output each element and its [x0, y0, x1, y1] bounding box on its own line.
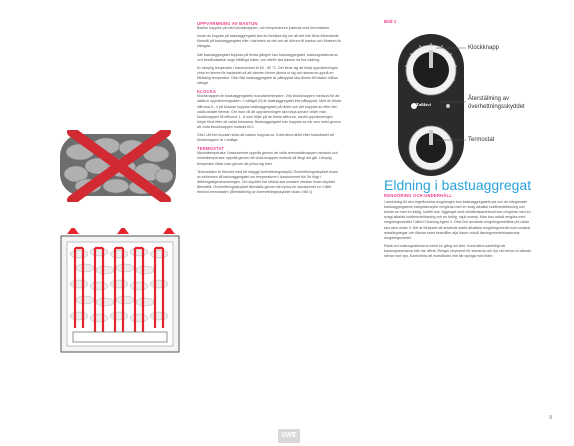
callout-lines	[430, 40, 470, 150]
section-subtitle: RENGÖRING OCH UNDERHÅLL	[384, 193, 453, 198]
thermostat-label: Termostat	[468, 137, 495, 143]
paragraph: Termostaten är försedd med ett inbyggt överhettningsskydd. Överhettningsskyddet bryter av strömmen till bastuaggregatet om temperaturen i bastuummet blir för högt i driftningsläge/anslutningen. Om skyddet har utlösts ska orsaken utredas innan skyddet återställs. Överhettningsskyddet återställs genom att trycka en stavaprirnet nu i hålet bredvid termostaten (Återställning av överhettningsskyddet visas i bild 1).	[197, 169, 339, 195]
language-tab: SWE	[278, 429, 300, 443]
paragraph: Innan du kopplar på bastuaggregatet ska du försäkra dig om att det inte finns främmande föremål på bastuaggregatet eller i närheten av det och att dörren till bastun och fönstren är stängda.	[197, 34, 341, 49]
heading-heating: UPPVÄRMNING AV BASTUN	[197, 21, 258, 26]
paragraph: När bastuaggregatet kopplas på första gången kan bastuaggregatet, bastuugnsstenarna och beståndsdelar avge tillfälliga lukter, och därför ska bastun ha bra vädring.	[197, 52, 338, 62]
clock-knob-label: Klockknapp	[468, 45, 500, 51]
page-number: 9	[549, 415, 552, 421]
paragraph: Obs! Låt inte klockan stöta att bastun kopplas av. Kontrollera alltid efter bastubadet att klockknappen är i nolläge.	[197, 133, 334, 143]
reset-label-line2: överhettningsskyddet	[468, 104, 525, 110]
brand-logo: Tulikivi	[416, 102, 431, 107]
paragraph: Bastun kopplas på med klockknappen, och temperaturen justeras med termostaten.	[197, 26, 331, 31]
paragraph: En lämplig temperatur i bastuummet är 60 - 80 °C. Det lönar sig att börja uppvärmningen cirka en timme för badandet så att värmen hinner jämna ut sig och stenarna uppnå en tillräcklig temperatur. Obs! När bastuaggregatet är påkopplat ska dörren till bastun hållas stängd.	[197, 65, 339, 86]
paragraph: Maximitemperatur i bastuummet uppnås genom att vrida termostatknappen medsols och minimitemperatur uppnås genom att vrida knappen motsols så långt det går. Lämplig temperatur hittar man genom att pröva sig fram.	[197, 151, 338, 166]
paragraph: Klockknappen är bastuaggregatets huvudströmbrytare. Vrid klockknappen medsols för att ställa in uppvärmningstiden. I nolläget (0) är bastuaggregatet inte påkopplat. Med de första siffrorna 0...4 på klockan kopplas bastuaggregatet på direkt och det kopplas av efter den valda antalet timmar. Om man vill att uppvärmningen ska börja senare vrider man klockknappen till siffrorna 1...8 som följer på de första siffrorna, varvid uppvärmningen börjar först efter de valda timmarna. Bastuaggregatet kan kopplas av när som helst genom att vrida klockknappen motsols till 0.	[197, 94, 342, 129]
heading-clock: KLOCKA	[197, 89, 217, 95]
right-column	[384, 178, 532, 262]
reset-label-line1: Återställning av	[468, 96, 510, 102]
stones-crossed-illustration	[58, 130, 178, 202]
figure-label: Bild 1	[384, 19, 397, 24]
heading-thermostat: TERMOSTAT	[197, 146, 225, 152]
middle-column	[197, 19, 342, 198]
heater-cross-section-illustration	[55, 228, 185, 358]
section-title: Eldning i bastuaggregat	[384, 177, 532, 193]
paragraph: I anslutning till den regelbundna rengöringen kan bastuaggregatets yta och de integrerade bastuaggregatens integrationsytor rengöras med en svag alkalisk luddtmedellösning och torkas av med en fuktig, luddfri duk. Aggregat med stöldtenskaranbrad kan rengöras med en svagt alkalisk luddtmedellösning och en fuktig, mjuk svamp. Man kan också rengöra med rengöringsmedlet Tulikivi Cleaning Agent 4. Obs! Det använda rengöringsmedlets pH-värde ska vara under 9. Det är förbjudet att använda starkt alkaliska rengöringsmedel som orsakar missfärgningar och fläckar samt innehåller alja lösom också läsningsmedelsbaserade rengöringsmedel.	[384, 200, 531, 240]
paragraph: Rada om bastuugnstenarna minst en gång om året. Kontrollera samtidigt att bastuugnstenarna inte har vittrat. Rengör utrymmet för stenarna och byt vid behov ut vittrade stenar mot nya. Kontrollera att motståndet inte blir synliga med tiden.	[384, 243, 532, 259]
